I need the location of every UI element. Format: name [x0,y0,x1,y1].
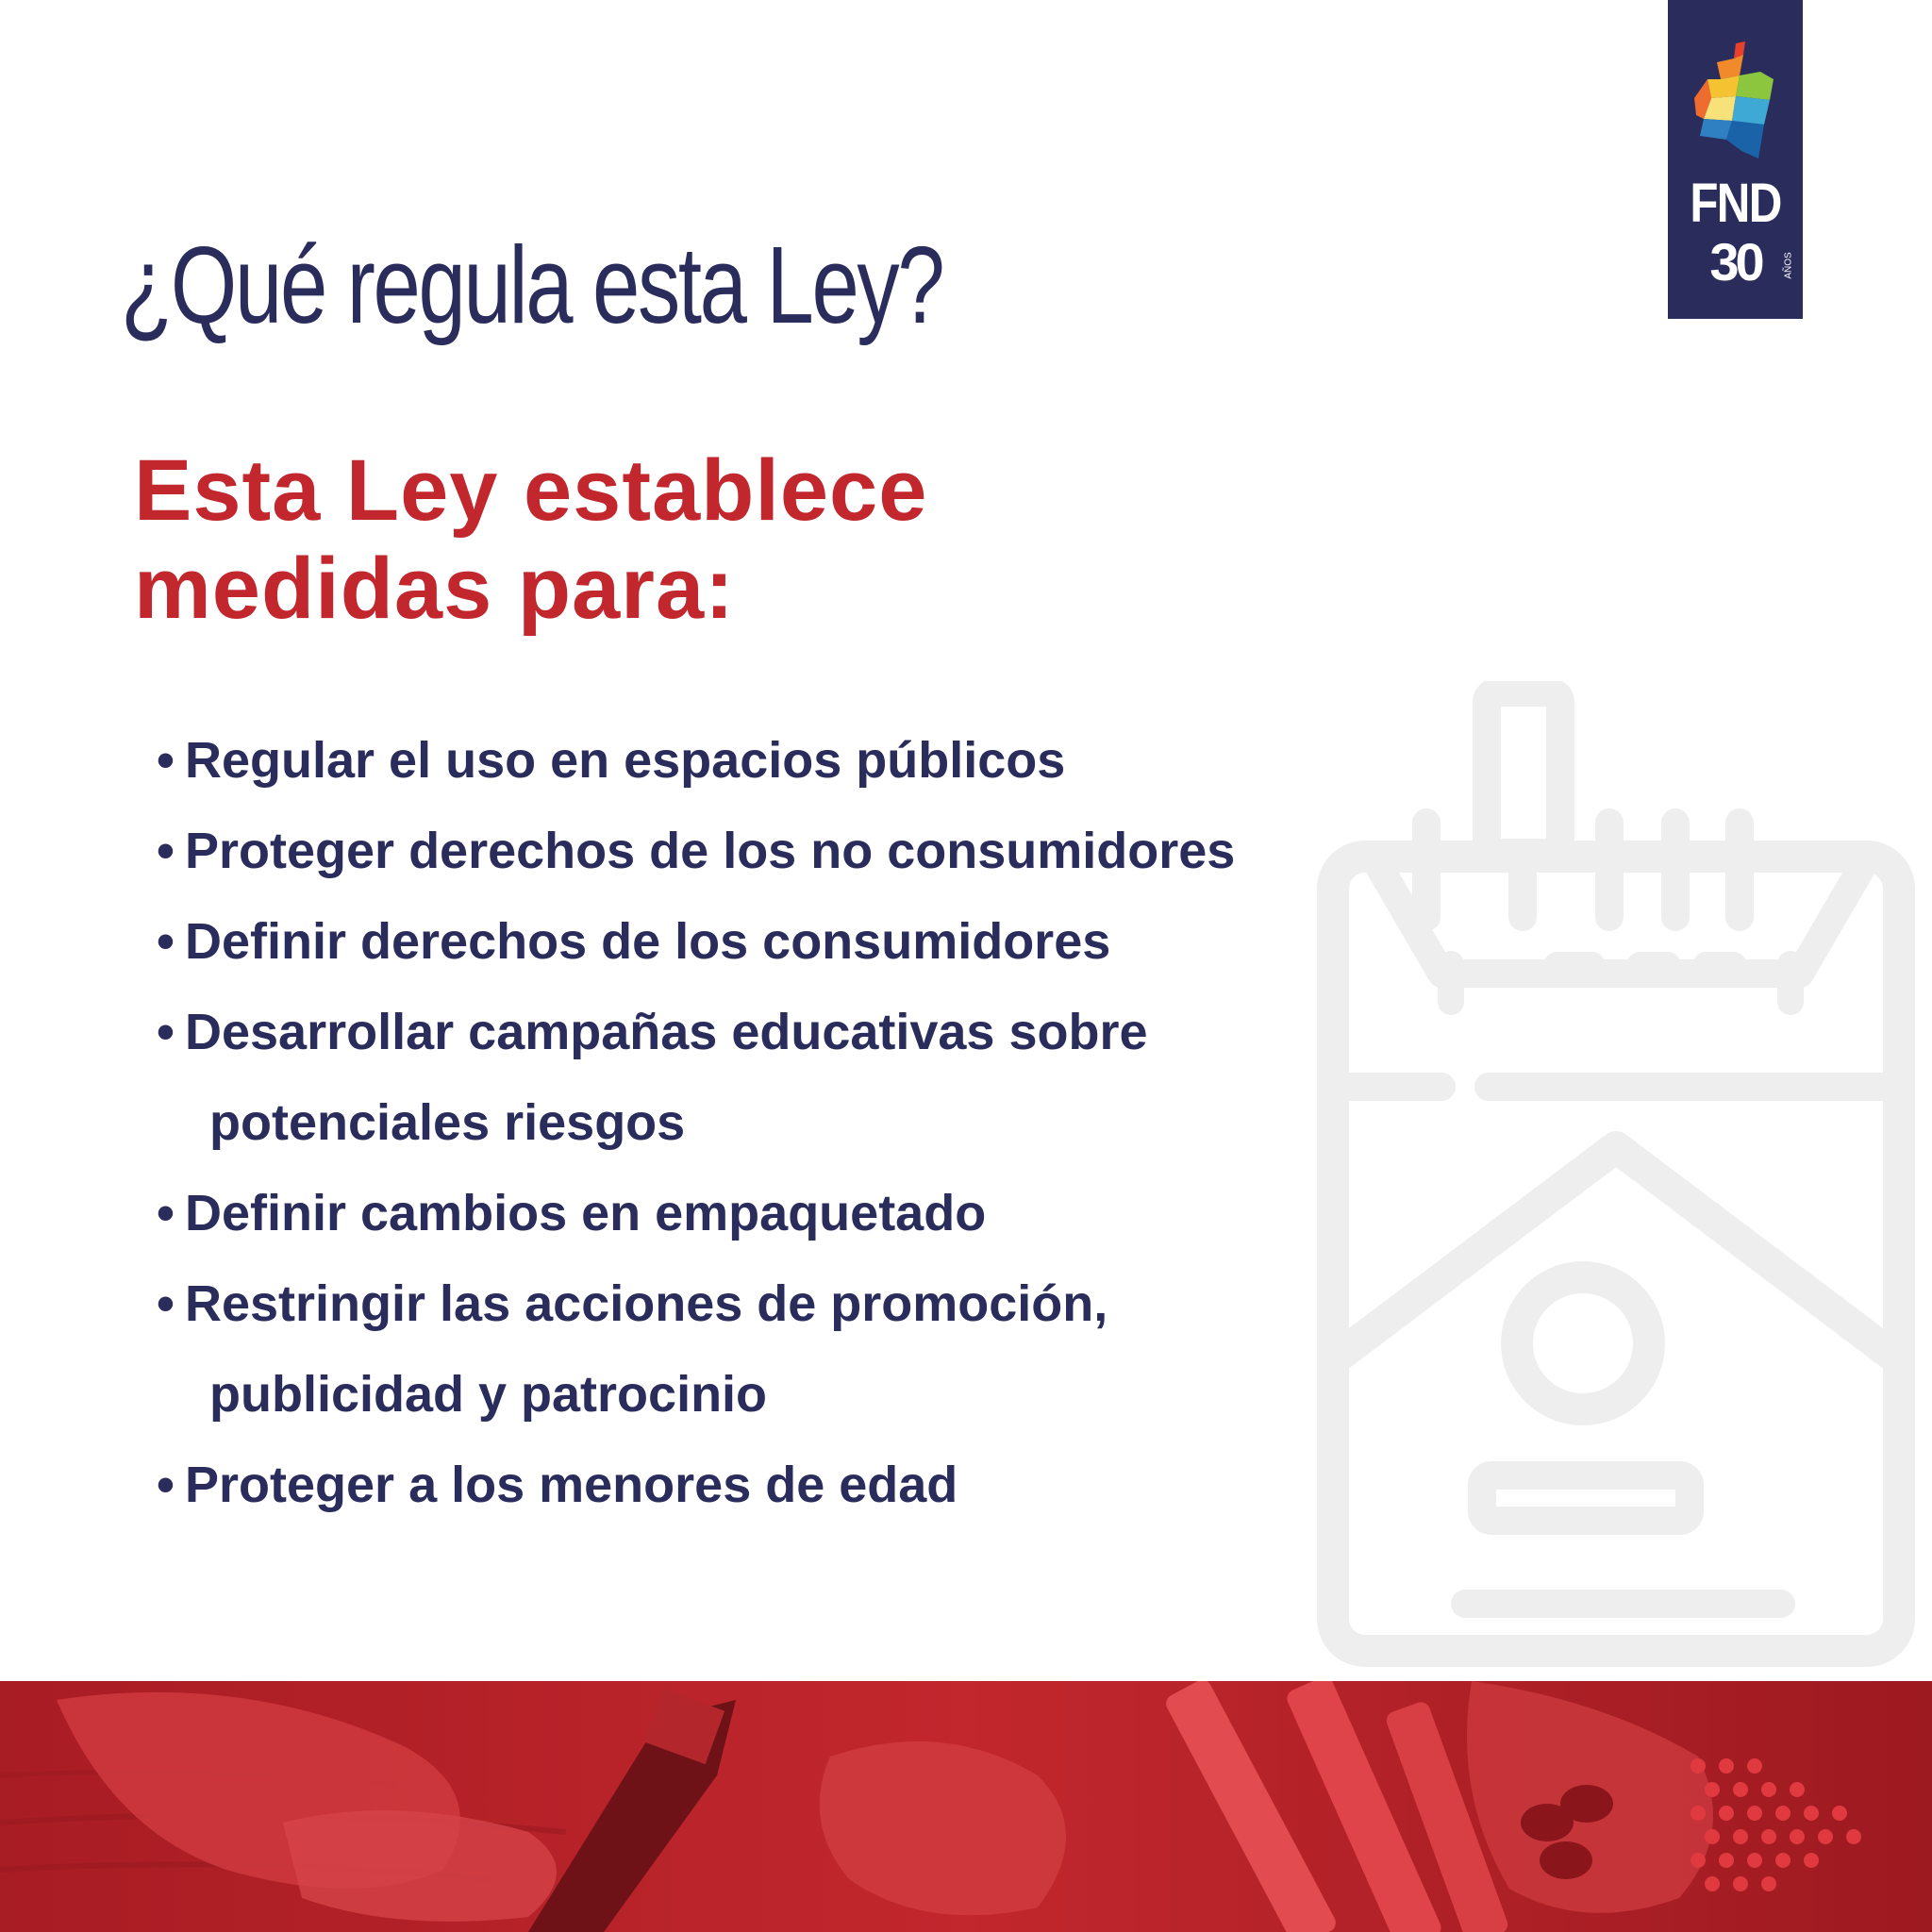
bullet: • [157,1004,175,1060]
logo-anniversary-number: 30 [1709,232,1761,291]
list-item-text: Regular el uso en espacios públicos [185,732,1066,789]
page-title: ¿Qué regula esta Ley? [121,224,943,346]
list-item [157,987,1235,1168]
list-item [157,1258,1235,1440]
list-item [157,1168,1235,1258]
measures-list [157,715,1235,1530]
list-item-text: Proteger derechos de los no consumidores [185,823,1236,879]
list-item-continuation: potenciales riesgos [209,1094,686,1151]
list-item [157,1440,1235,1530]
list-item-text: Restringir las acciones de promoción, [185,1275,1108,1332]
list-item-text: Definir derechos de los consumidores [185,913,1111,970]
bullet: • [157,1457,175,1513]
cigarette-pack-icon [1309,681,1932,1681]
list-item-text: Proteger a los menores de edad [185,1457,958,1513]
hands-cigarettes-photo [0,1681,1932,1932]
intro-heading [134,441,927,638]
bullet: • [157,823,175,879]
list-item-text: Desarrollar campañas educativas sobre [185,1004,1148,1060]
bullet: • [157,732,175,789]
list-item [157,806,1235,896]
intro-line-2: medidas para: [134,541,735,637]
logo-anniversary-word: AÑOS [1783,252,1794,279]
bullet: • [157,913,175,970]
logo-acronym: FND [1690,173,1781,234]
bullet: • [157,1275,175,1332]
intro-line-1: Esta Ley establece [134,442,928,539]
fnd-logo [1668,0,1803,319]
list-item-continuation: publicidad y patrocinio [209,1366,768,1423]
list-item [157,715,1235,806]
colombia-map-icon [1689,38,1783,170]
bullet: • [157,1185,175,1241]
list-item-text: Definir cambios en empaquetado [185,1185,987,1241]
photo-illustration [0,1681,1932,1932]
list-item [157,896,1235,987]
